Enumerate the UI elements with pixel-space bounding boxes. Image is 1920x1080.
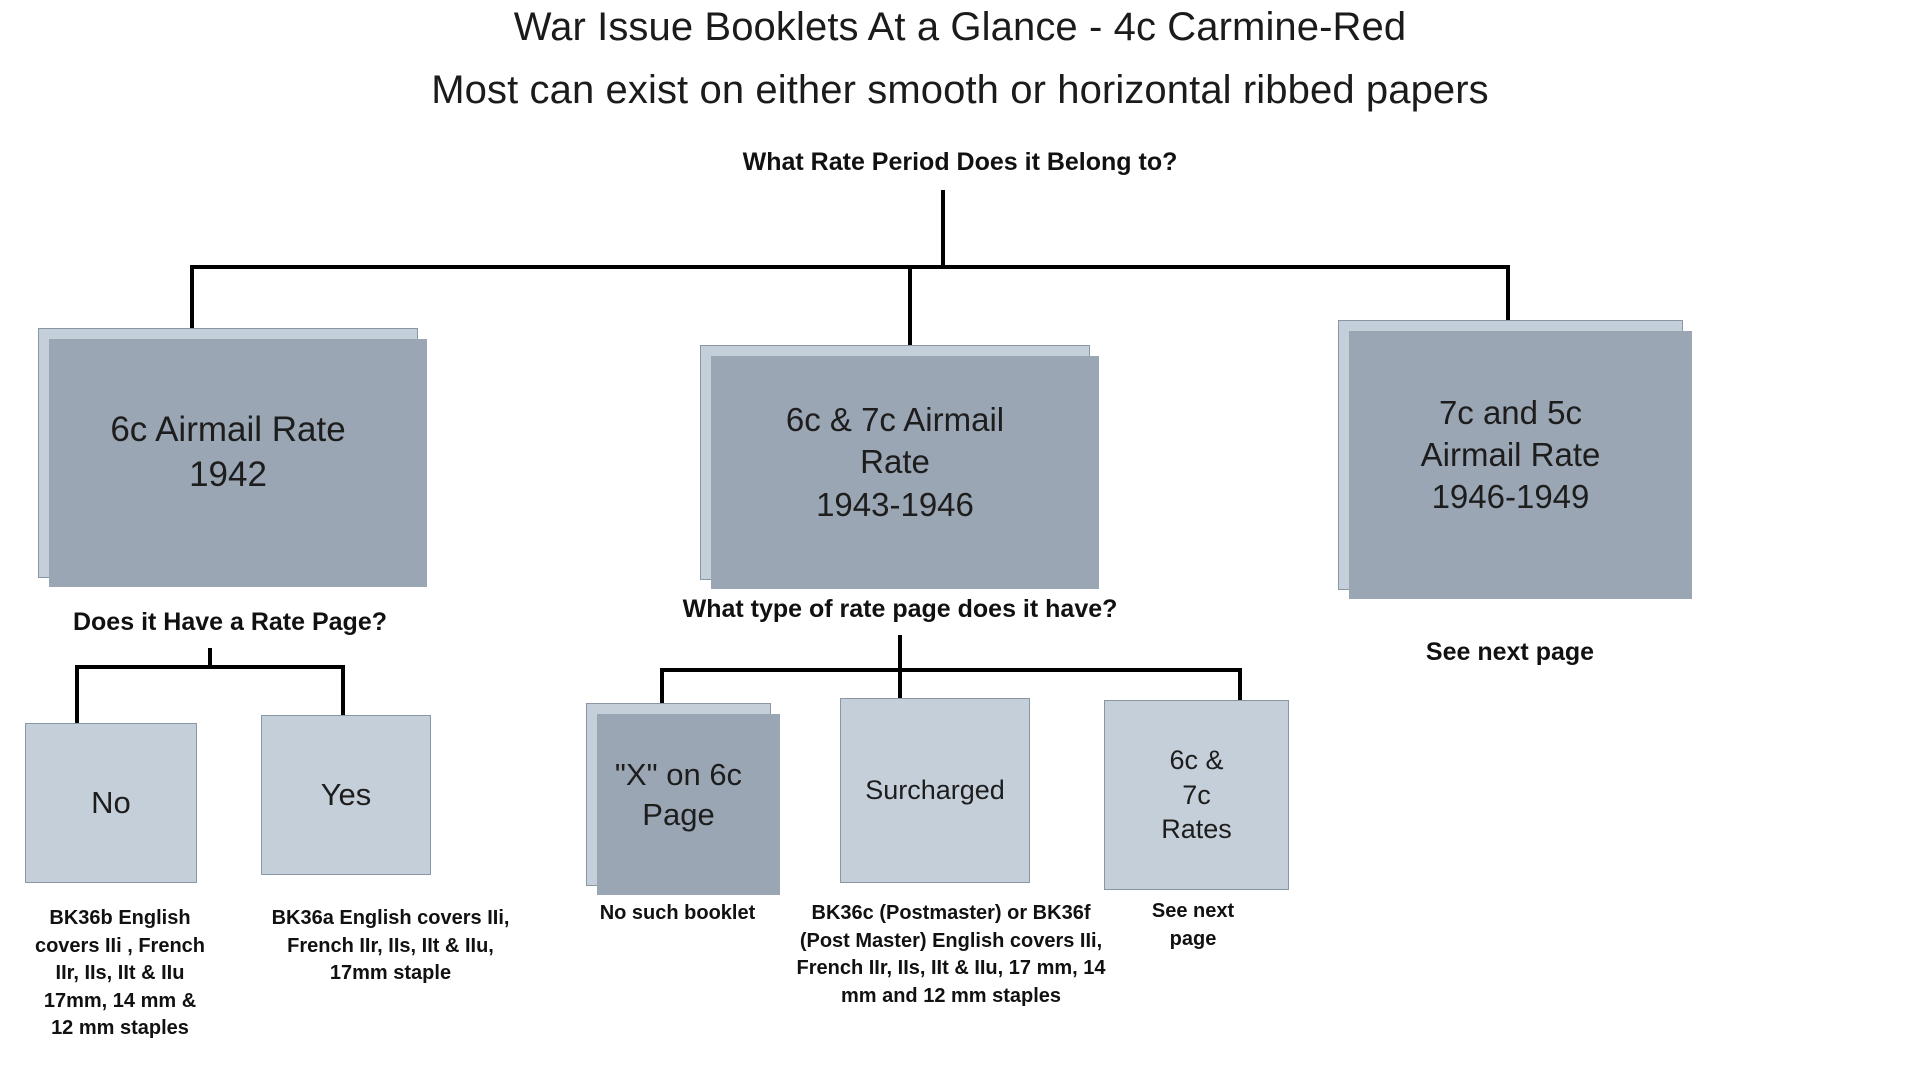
left-option-no-label: No — [91, 785, 131, 821]
rate-period-box-1942-label — [104, 408, 351, 498]
left-option-box-yes[interactable] — [261, 715, 431, 875]
connector-root-stem — [941, 190, 945, 268]
rate-period-1943-line1: 6c & 7c Airmail — [785, 401, 1005, 439]
middle-option-box-x-on-6c-page[interactable] — [586, 703, 771, 886]
rate-period-box-1943-1946[interactable] — [700, 345, 1090, 580]
rate-period-box-1946-1949[interactable] — [1338, 320, 1683, 590]
middle-option-x-label — [609, 755, 748, 834]
middle-option-rates-caption: See next page — [1151, 900, 1235, 950]
connector-middle-stem — [898, 635, 902, 670]
left-option-box-no[interactable] — [25, 723, 197, 883]
middle-option-x-line2: Page — [642, 796, 715, 832]
rate-period-1943-line2: Rate — [860, 443, 930, 481]
connector-middle-to-rates — [1238, 668, 1242, 700]
rate-period-1946-line1: 7c and 5c — [1438, 393, 1583, 431]
rate-period-box-1946-1949-label — [1415, 392, 1607, 519]
left-branch-question: Does it Have a Rate Page? — [72, 608, 387, 636]
rate-period-1943-line3: 1943-1946 — [816, 485, 974, 523]
connector-root-to-middle — [908, 265, 912, 347]
right-branch-caption: See next page — [1425, 638, 1595, 666]
middle-option-surcharged-caption: BK36c (Postmaster) or BK36f (Post Master) English covers IIi, French IIr, IIs, IIt & IIu, 17 mm, 14 mm and 12 mm staples — [796, 902, 1106, 1007]
root-question: What Rate Period Does it Belong to? — [742, 148, 1178, 176]
connector-middle-to-surcharged — [898, 668, 902, 698]
middle-option-x-caption: No such booklet — [599, 902, 756, 924]
connector-root-to-left — [190, 265, 194, 328]
connector-root-to-right — [1506, 265, 1510, 320]
rate-period-box-1942[interactable] — [38, 328, 418, 578]
rate-period-1946-line3: 1946-1949 — [1431, 478, 1590, 516]
middle-option-box-6c-7c-rates[interactable] — [1104, 700, 1289, 890]
page-title-line-2: Most can exist on either smooth or horizontal ribbed papers — [431, 68, 1489, 112]
connector-left-to-yes — [341, 665, 345, 715]
connector-left-to-no — [75, 665, 79, 723]
middle-option-surcharged-label: Surcharged — [865, 775, 1005, 806]
page-title-line-1: War Issue Booklets At a Glance - 4c Carmine-Red — [513, 5, 1407, 49]
connector-middle-to-x — [660, 668, 664, 704]
connector-root-bus — [190, 265, 1510, 269]
left-option-yes-caption: BK36a English covers IIi, French IIr, IIs, IIt & IIu, 17mm staple — [271, 907, 510, 985]
rate-period-1946-line2: Airmail Rate — [1420, 435, 1601, 473]
rate-period-1942-line1: 6c Airmail Rate — [110, 410, 346, 450]
connector-left-bus — [75, 665, 345, 669]
middle-option-rates-line2: 7c — [1182, 779, 1211, 810]
middle-branch-question: What type of rate page does it have? — [682, 595, 1118, 623]
left-option-yes-label: Yes — [320, 777, 372, 813]
rate-period-1942-line2: 1942 — [189, 455, 267, 494]
middle-option-box-surcharged[interactable] — [840, 698, 1030, 883]
left-option-no-caption: BK36b English covers IIi , French IIr, IIs, IIt & IIu 17mm, 14 mm & 12 mm staples — [34, 907, 206, 1040]
middle-option-rates-line1: 6c & — [1169, 745, 1224, 776]
middle-option-rates-label — [1155, 743, 1238, 847]
rate-period-box-1943-1946-label — [780, 399, 1010, 526]
middle-option-rates-line3: Rates — [1161, 814, 1232, 845]
connector-middle-bus — [660, 668, 1242, 672]
middle-option-x-line1: "X" on 6c — [614, 756, 743, 792]
